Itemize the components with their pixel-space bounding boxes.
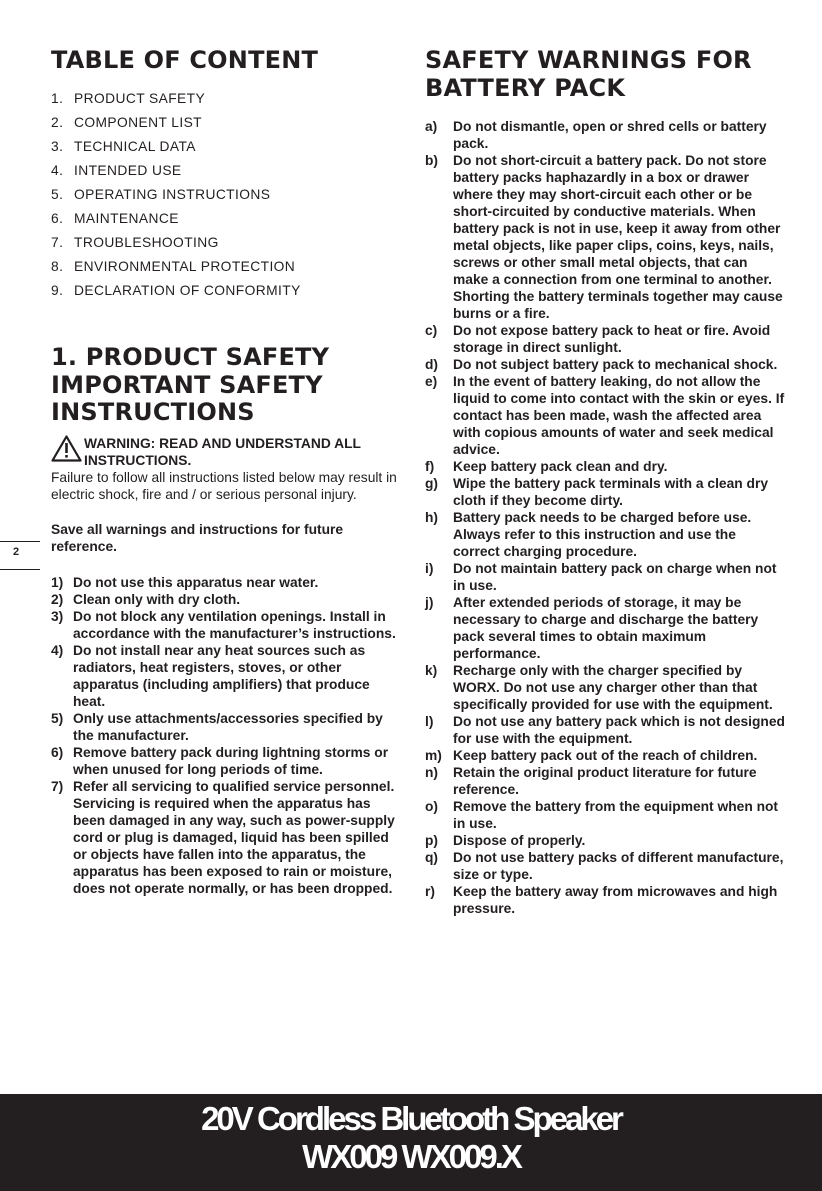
list-item-number: 5) [51, 711, 64, 727]
list-item-letter: q) [425, 850, 439, 865]
list-item-text: Battery pack needs to be charged before use. Always refer to this instruction and use the correct charging procedure. [453, 510, 752, 559]
toc-item-label: OPERATING INSTRUCTIONS [74, 187, 271, 202]
right-column [425, 47, 785, 917]
list-item [51, 710, 401, 744]
list-item-letter: e) [425, 374, 438, 389]
battery-title-line1: SAFETY WARNINGS FOR [425, 46, 752, 74]
list-item-letter: a) [425, 119, 438, 134]
list-item-text: Keep battery pack out of the reach of children. [453, 748, 758, 763]
battery-safety-list [425, 118, 785, 917]
list-item [51, 574, 401, 591]
toc-list [51, 87, 401, 303]
page-number-tab [0, 541, 40, 570]
list-item-text: Recharge only with the charger specified by WORX. Do not use any charger other than that specifically provided for use with the equipment. [453, 663, 773, 712]
list-item-text: After extended periods of storage, it may be necessary to charge and discharge the battery pack several times to obtain maximum performance. [453, 595, 759, 661]
list-item-number: 2) [51, 592, 64, 608]
list-item-letter: r) [425, 884, 435, 899]
list-item-number: 4) [51, 643, 64, 659]
toc-item[interactable] [51, 183, 401, 207]
list-item-text: Do not subject battery pack to mechanical shock. [453, 357, 778, 372]
toc-item-label: TECHNICAL DATA [74, 139, 196, 154]
toc-item-number: 7. [51, 235, 64, 250]
product-safety-title-line1: 1. PRODUCT SAFETY [51, 343, 330, 371]
list-item [425, 832, 785, 849]
list-item-text: Keep battery pack clean and dry. [453, 459, 668, 474]
toc-item-number: 6. [51, 211, 64, 226]
save-instructions-note: Save all warnings and instructions for future reference. [51, 522, 344, 555]
list-item [51, 642, 401, 710]
battery-title-line2: BATTERY PACK [425, 73, 626, 102]
list-item-text: Refer all servicing to qualified service personnel. Servicing is required when the apparatus has been damaged in any way, such as power-supply cord or plug is damaged, liquid has been spilled or objects have fallen into the apparatus, the apparatus has been exposed to rain or moisture, does not operate normally, or has been dropped. [73, 779, 395, 897]
toc-item-number: 2. [51, 115, 64, 130]
toc-item-number: 5. [51, 187, 64, 202]
toc-item-label: PRODUCT SAFETY [74, 91, 206, 106]
list-item [51, 744, 401, 778]
list-item [425, 713, 785, 747]
toc-item-label: ENVIRONMENTAL PROTECTION [74, 259, 296, 274]
list-item-text: In the event of battery leaking, do not allow the liquid to come into contact with the skin or eyes. If contact has been made, wash the affected area with copious amounts of water and seek medical advice. [453, 374, 785, 457]
toc-item-label: MAINTENANCE [74, 211, 179, 226]
list-item-number: 7) [51, 779, 64, 795]
list-item-letter: i) [425, 561, 434, 576]
list-item-text: Dispose of properly. [453, 833, 586, 848]
list-item-text: Wipe the battery pack terminals with a clean dry cloth if they become dirty. [453, 476, 769, 508]
list-item-letter: j) [425, 595, 434, 610]
toc-item[interactable] [51, 135, 401, 159]
list-item-letter: l) [425, 714, 434, 729]
list-item-text: Do not install near any heat sources such as radiators, heat registers, stoves, or other apparatus (including amplifiers) that produce heat. [73, 643, 370, 710]
list-item [51, 591, 401, 608]
toc-item[interactable] [51, 231, 401, 255]
warning-paragraph [51, 435, 401, 504]
list-item-letter: o) [425, 799, 439, 814]
product-safety-title-line2: IMPORTANT SAFETY [51, 370, 323, 399]
list-item-text: Keep the battery away from microwaves and high pressure. [453, 884, 778, 916]
footer-model-numbers: WX009 WX009.X [302, 1138, 520, 1175]
list-item-text: Remove the battery from the equipment when not in use. [453, 799, 779, 831]
list-item [425, 152, 785, 322]
list-item-text: Do not dismantle, open or shred cells or battery pack. [453, 119, 767, 151]
toc-item-number: 8. [51, 259, 64, 274]
warning-heading: WARNING: READ AND UNDERSTAND ALL [84, 435, 361, 451]
page-number: 2 [13, 546, 20, 558]
list-item [425, 594, 785, 662]
list-item [425, 509, 785, 560]
list-item-letter: b) [425, 153, 439, 168]
list-item-text: Do not use battery packs of different manufacture, size or type. [453, 850, 784, 882]
toc-item[interactable] [51, 279, 401, 303]
list-item [425, 883, 785, 917]
list-item [425, 475, 785, 509]
list-item-number: 3) [51, 609, 64, 625]
list-item-letter: c) [425, 323, 438, 338]
toc-item-label: COMPONENT LIST [74, 115, 203, 130]
list-item [425, 849, 785, 883]
toc-item[interactable] [51, 87, 401, 111]
list-item-text: Do not short-circuit a battery pack. Do not store battery packs haphazardly in a box or drawer where they may short-circuit each other or be short-circuited by conductive materials. When battery pack is not in use, keep it away from other metal objects, like paper clips, coins, keys, nails, screws or other small metal objects, that can make a connection from one terminal to another. Shorting the battery terminals together may cause burns or a fire. [453, 153, 783, 321]
list-item-letter: f) [425, 459, 435, 474]
product-safety-title [51, 344, 401, 427]
list-item-letter: n) [425, 765, 439, 780]
list-item-text: Remove battery pack during lightning storms or when unused for long periods of time. [73, 745, 389, 778]
list-item-letter: m) [425, 748, 442, 763]
list-item-letter: g) [425, 476, 439, 491]
warning-heading-cont: INSTRUCTIONS. [84, 452, 192, 468]
list-item [425, 798, 785, 832]
list-item-letter: p) [425, 833, 439, 848]
footer-banner [0, 1094, 822, 1191]
list-item-number: 1) [51, 575, 64, 591]
general-safety-list [51, 574, 401, 897]
toc-item[interactable] [51, 207, 401, 231]
toc-item-label: INTENDED USE [74, 163, 182, 178]
toc-item-label: DECLARATION OF CONFORMITY [74, 283, 301, 298]
list-item-text: Do not maintain battery pack on charge when not in use. [453, 561, 777, 593]
footer-product-name: 20V Cordless Bluetooth Speaker [201, 1100, 621, 1137]
list-item-text: Retain the original product literature for future reference. [453, 765, 757, 797]
warning-body: Failure to follow all instructions listed below may result in electric shock, fire and / or serious personal injury. [51, 469, 397, 503]
list-item-text: Do not use this apparatus near water. [73, 575, 319, 591]
list-item-text: Clean only with dry cloth. [73, 592, 241, 608]
toc-item[interactable] [51, 159, 401, 183]
list-item [425, 560, 785, 594]
list-item [425, 373, 785, 458]
battery-warnings-title [425, 47, 785, 102]
list-item [51, 778, 401, 897]
list-item-number: 6) [51, 745, 64, 761]
toc-item-number: 3. [51, 139, 64, 154]
list-item [425, 458, 785, 475]
toc-item-number: 1. [51, 91, 64, 106]
list-item [51, 608, 401, 642]
left-column [51, 47, 401, 897]
product-safety-title-line3: INSTRUCTIONS [51, 398, 255, 426]
list-item [425, 764, 785, 798]
list-item-text: Do not block any ventilation openings. Install in accordance with the manufacturer’s instructions. [73, 609, 396, 642]
list-item-letter: h) [425, 510, 439, 525]
toc-item-number: 4. [51, 163, 64, 178]
toc-item-label: TROUBLESHOOTING [74, 235, 219, 250]
list-item [425, 747, 785, 764]
toc-title: TABLE OF CONTENT [51, 46, 319, 74]
list-item-text: Do not use any battery pack which is not designed for use with the equipment. [453, 714, 785, 746]
toc-item[interactable] [51, 111, 401, 135]
list-item [425, 118, 785, 152]
list-item [425, 662, 785, 713]
list-item-text: Only use attachments/accessories specified by the manufacturer. [73, 711, 383, 744]
list-item-letter: d) [425, 357, 439, 372]
toc-item[interactable] [51, 255, 401, 279]
list-item-text: Do not expose battery pack to heat or fire. Avoid storage in direct sunlight. [453, 323, 771, 355]
list-item-letter: k) [425, 663, 438, 678]
toc-item-number: 9. [51, 283, 64, 298]
warning-triangle-icon [51, 435, 82, 462]
list-item [425, 322, 785, 356]
list-item [425, 356, 785, 373]
